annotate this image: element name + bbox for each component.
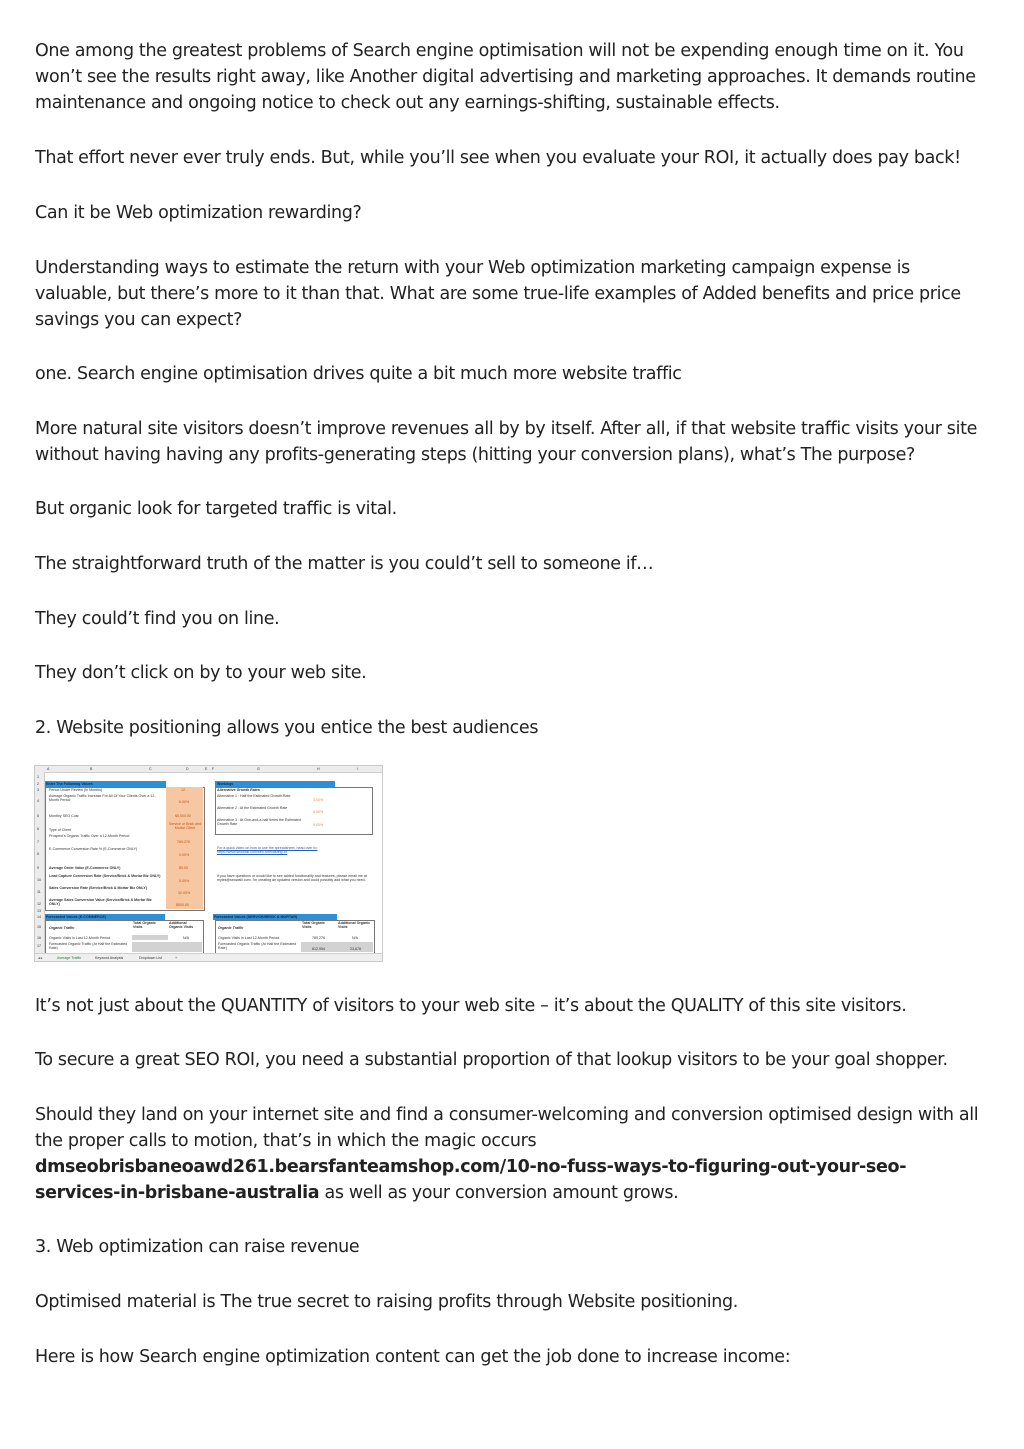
forecast-left-cell-value: N/A bbox=[183, 936, 189, 940]
column-label: B bbox=[90, 767, 93, 771]
row-label: 4 bbox=[37, 799, 39, 803]
paragraph-how-content-works: Here is how Search engine optimization content can get the job done to increase income: bbox=[35, 1347, 791, 1367]
forecast-right-row-label: Forecasted Organic Traffic (At Half the Estimated Rate) bbox=[218, 942, 297, 950]
row-label: 17 bbox=[37, 944, 41, 948]
heading-point-one: one. Search engine optimisation drives quite a bit much more website traffic bbox=[35, 364, 682, 384]
input-value: 30.00% bbox=[178, 891, 191, 895]
column-label: F bbox=[212, 767, 215, 771]
row-label: 9 bbox=[37, 866, 39, 870]
input-label: Average Organic Traffic Increase For All Of Your Clients Over a 12-Month Period bbox=[49, 794, 156, 802]
row-label: 10 bbox=[37, 878, 41, 882]
row-label: 8 bbox=[37, 852, 39, 856]
paragraph-intro: One among the greatest problems of Search engine optimisation will not be expending enough time on it. You won’t see the results right away, like Another digital advertising and marketing approaches. It demands routine maintenance and ongoing notice to check out any earnings-shifting, sustainable effects. bbox=[35, 41, 976, 113]
paragraph-click-through: They don’t click on by to your web site. bbox=[35, 663, 367, 683]
input-value: 12 bbox=[181, 788, 185, 792]
paragraph-truth: The straightforward truth of the matter is you could’t sell to someone if… bbox=[35, 554, 654, 574]
forecast-right-cell-value: 23,678 bbox=[350, 947, 361, 951]
paragraph-landing-text: Should they land on your internet site and find a consumer-welcoming and conversion optimised design with all the proper calls to motion, that’s in which the magic occurs bbox=[35, 1105, 979, 1151]
growth-rates-title: Alternative Growth Rates bbox=[217, 788, 260, 792]
paragraph-quantity-quality: It’s not just about the QUANTITY of visitors to your web site – it’s about the QUALITY of this site visitors. bbox=[35, 996, 907, 1016]
paragraph-find-online: They could’t find you on line. bbox=[35, 609, 280, 629]
workings-header-label: Workings bbox=[217, 782, 234, 786]
column-label: I bbox=[357, 767, 358, 771]
forecast-right-cell-value: N/A bbox=[352, 936, 358, 940]
paragraph-understanding: Understanding ways to estimate the return with your Web optimization marketing campaign expense is valuable, but there’s more to it than that. What are some true-life examples of Added benefits and price price savings you can expect? bbox=[35, 258, 961, 330]
input-value: 6.00% bbox=[179, 800, 190, 804]
paragraph-effort: That effort never ever truly ends. But, while you’ll see when you evaluate your ROI, it actually does pay back! bbox=[35, 148, 961, 168]
forecast-left-header: Organic Traffic bbox=[49, 926, 75, 930]
growth-rate-label: Alternative 2 : At the Estimated Growth Rate bbox=[217, 806, 288, 810]
input-value: $500.00 bbox=[176, 903, 189, 907]
row-label: 6 bbox=[37, 827, 39, 831]
input-value: $0.00 bbox=[179, 866, 188, 870]
forecast-left-header: Total Organic Visits bbox=[133, 921, 156, 929]
row-label: 14 bbox=[37, 915, 41, 919]
input-label: Lead Capture Conversion Rate (Service/Brick & Mortar Biz ONLY) bbox=[49, 874, 161, 878]
forecast-left-cell bbox=[132, 935, 168, 940]
paragraph-question: Can it be Web optimization rewarding? bbox=[35, 203, 362, 223]
sheet-tab: Average Traffic bbox=[57, 956, 82, 960]
forecast-left-cell bbox=[132, 942, 202, 952]
row-label: 7 bbox=[37, 840, 39, 844]
column-label: D bbox=[186, 767, 189, 771]
column-header-bar bbox=[35, 766, 382, 773]
forecast-left-header: Additional Organic Visits bbox=[169, 921, 194, 929]
spreadsheet-image bbox=[34, 765, 383, 962]
row-label: 5 bbox=[37, 814, 39, 818]
forecast-right-row-label: Organic Visits in Last 12-Month Period bbox=[218, 936, 280, 940]
growth-rate-value: 6.00% bbox=[313, 810, 324, 814]
column-label: E bbox=[205, 767, 208, 771]
input-header-label: Enter The Following Values bbox=[46, 782, 93, 786]
video-note: For a quick video on how to use the spreadsheet, head over to: https://www.seowalli.com/seo-forecasting-xx bbox=[217, 846, 318, 854]
forecast-right-header: Total Organic Visits bbox=[302, 921, 325, 929]
contact-note: If you have questions or would like to see added functionality and features, please email me at myles@seowalli.com. I'm creating an updated version and could possibly add what you need. bbox=[217, 874, 367, 882]
input-label: Sales Conversion Rate (Service/Brick & Mortar Biz ONLY) bbox=[49, 886, 147, 890]
paragraph-seo-roi: To secure a great SEO ROI, you need a substantial proportion of that lookup visitors to be your goal shopper. bbox=[35, 1050, 948, 1070]
growth-rate-value: 3.00% bbox=[313, 798, 324, 802]
heading-point-two: 2. Website positioning allows you entice the best audiences bbox=[35, 718, 539, 738]
input-label: Average Sales Conversion Value (Service/Brick & Mortar Biz ONLY) bbox=[49, 898, 152, 906]
input-label: Type of Client bbox=[49, 828, 71, 832]
forecast-right-header: Organic Traffic bbox=[218, 926, 244, 930]
row-label: 13 bbox=[37, 909, 41, 913]
input-value: Service or Brick and Mortar Client bbox=[168, 822, 202, 830]
row-label: 3 bbox=[37, 788, 39, 792]
column-label: A bbox=[47, 767, 50, 771]
input-value: 789,276 bbox=[177, 840, 190, 844]
forecast-right-cell-value: 812,954 bbox=[312, 947, 325, 951]
row-label: 1 bbox=[37, 775, 39, 779]
input-label: Prospect's Organic Traffic Over a 12-Month Period bbox=[49, 834, 130, 838]
sheet-nav-arrows-icon: ◂ ▸ bbox=[38, 956, 43, 960]
forecast-right-cell-value: 789,276 bbox=[312, 936, 325, 940]
forecast-left-title: Forecasted Values (E-COMMERCE) bbox=[46, 915, 106, 919]
input-label: Period Under Review (In Months) bbox=[49, 788, 103, 792]
paragraph-landing-tail: as well as your conversion amount grows. bbox=[319, 1183, 679, 1203]
sheet-tab: Keyword Analysis bbox=[95, 956, 124, 960]
growth-rate-value: 9.00% bbox=[313, 823, 324, 827]
input-value: $5,000.00 bbox=[175, 814, 191, 818]
input-label: Average Order Value (E-Commerce ONLY) bbox=[49, 866, 121, 870]
sheet-tab: Dropdown List bbox=[139, 956, 162, 960]
input-value: 5.00% bbox=[179, 879, 190, 883]
heading-point-three: 3. Web optimization can raise revenue bbox=[35, 1237, 360, 1257]
forecast-left-row-label: Organic Visits in Last 12-Month Period bbox=[49, 936, 111, 940]
column-label: C bbox=[149, 767, 152, 771]
row-label: 16 bbox=[37, 936, 41, 940]
sheet-tab-add: + bbox=[175, 956, 178, 960]
input-label: E-Commerce Conversion Rate % (E-Commerce ONLY) bbox=[49, 847, 138, 851]
input-value: 0.00% bbox=[179, 853, 190, 857]
forecast-left-row-label: Forecasted Organic Traffic (At Half the Estimated Rate) bbox=[49, 942, 128, 950]
column-label: G bbox=[257, 767, 260, 771]
sheet-tab-bar bbox=[35, 953, 382, 961]
article-link[interactable]: dmseobrisbaneoawd261.bearsfanteamshop.com/10-no-fuss-ways-to-figuring-out-your-seo-services-in-brisbane-australia bbox=[35, 1157, 907, 1203]
growth-rate-label: Alternative 3 : At One-and-a-half times the Estimated Growth Rate bbox=[217, 818, 301, 826]
row-label: 2 bbox=[37, 782, 39, 786]
row-label: 11 bbox=[37, 890, 41, 894]
forecast-right-header: Additional Organic Visits bbox=[338, 921, 371, 929]
forecast-right-title: Forecasted Values (SERVICE/BRICK & MORTAR) bbox=[214, 915, 298, 919]
column-label: H bbox=[317, 767, 320, 771]
paragraph-landing bbox=[35, 1102, 985, 1206]
input-label: Monthly SEO Cost bbox=[49, 814, 79, 818]
row-label: 12 bbox=[37, 902, 41, 906]
paragraph-optimised-material: Optimised material is The true secret to raising profits through Website positioning. bbox=[35, 1292, 738, 1312]
row-label: 15 bbox=[37, 925, 41, 929]
paragraph-organic-visitors: More natural site visitors doesn’t improve revenues all by by itself. After all, if that website traffic visits your site without having having any profits-generating steps (hitting your conversion plans), what’s The purpose? bbox=[35, 419, 978, 465]
paragraph-organic-vital: But organic look for targeted traffic is vital. bbox=[35, 499, 397, 519]
growth-rate-label: Alternative 1 : Half the Estimated Growth Rate bbox=[217, 794, 291, 798]
